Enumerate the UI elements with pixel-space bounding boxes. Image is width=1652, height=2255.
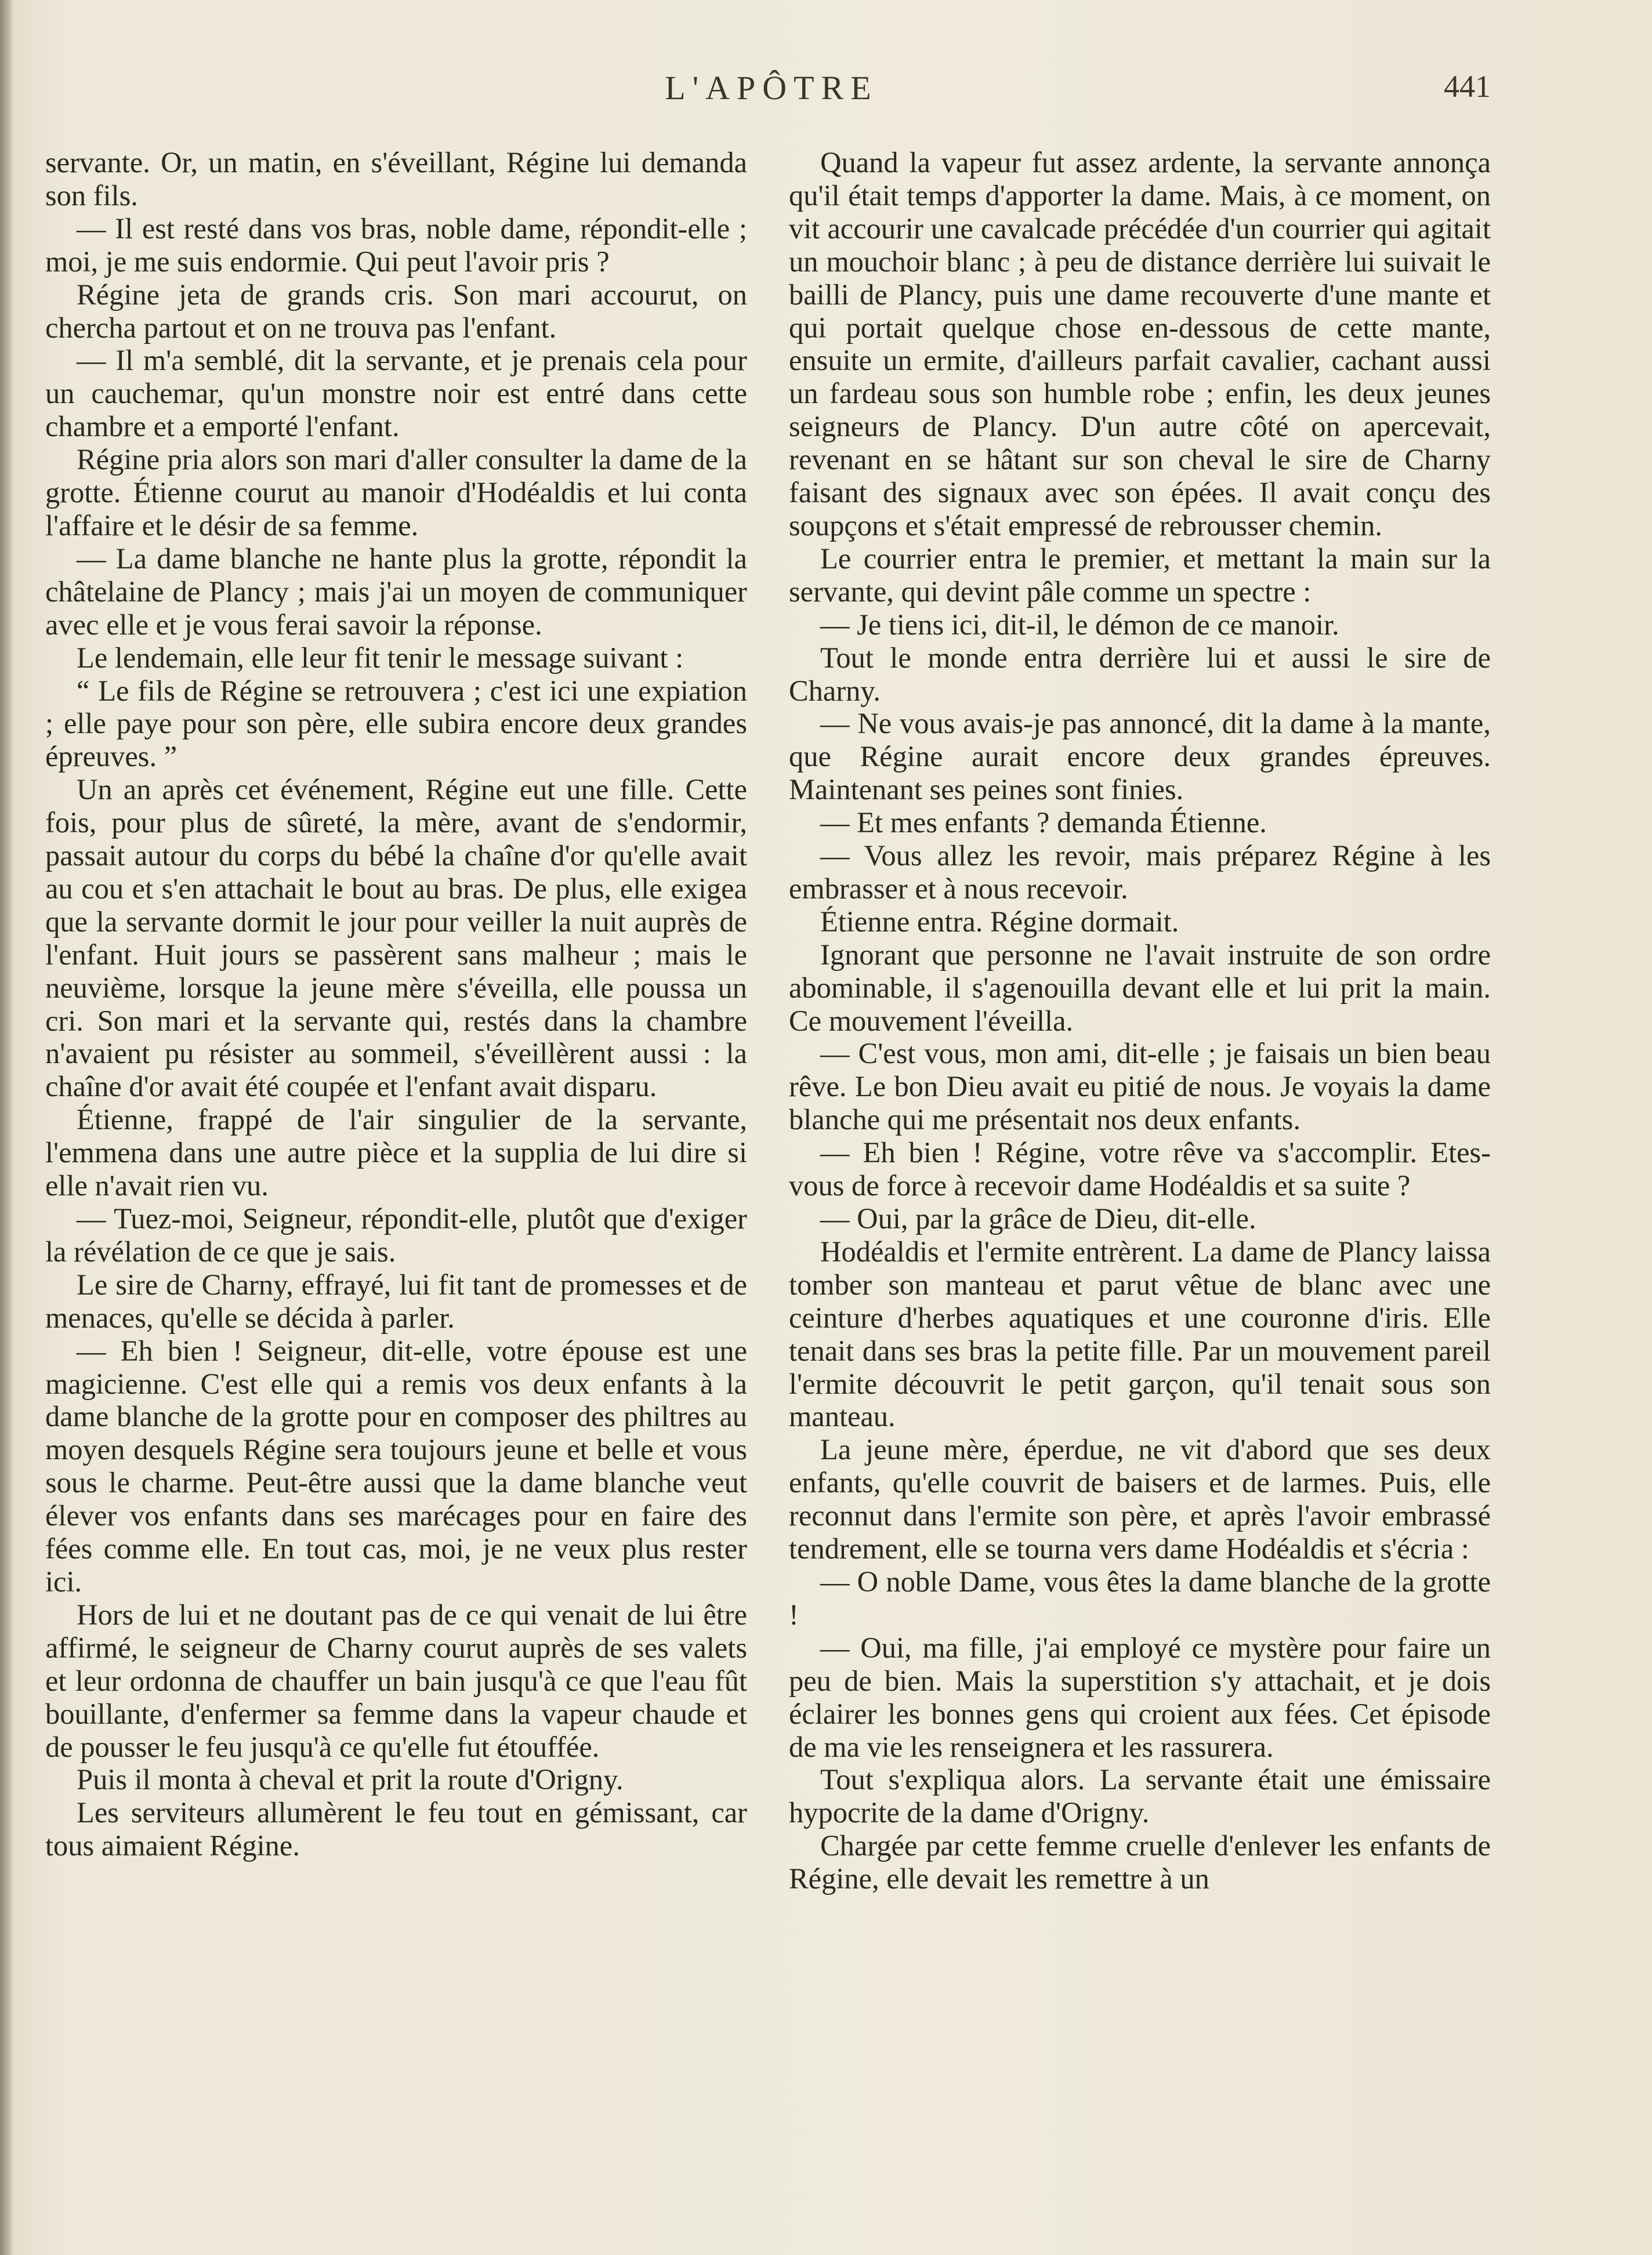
paragraph: Étienne, frappé de l'air singulier de la servante, l'emmena dans une autre pièce et la supplia de lui dire si elle n'avait rien vu. (45, 1103, 747, 1202)
paragraph: Chargée par cette femme cruelle d'enlever les enfants de Régine, elle devait les remettre à un (789, 1829, 1491, 1895)
running-title: L'APÔTRE (665, 69, 878, 107)
running-head (0, 68, 1652, 121)
paragraph: — Oui, par la grâce de Dieu, dit-elle. (820, 1202, 1256, 1235)
paragraph: Le sire de Charny, effrayé, lui fit tant de promesses et de menaces, qu'elle se décida à parler. (45, 1268, 747, 1334)
paragraph: Régine pria alors son mari d'aller consulter la dame de la grotte. Étienne courut au manoir d'Hodéaldis et lui conta l'affaire et le désir de sa femme. (45, 443, 747, 542)
paragraph: — Oui, ma fille, j'ai employé ce mystère pour faire un peu de bien. Mais la superstition s'y attachait, et je dois éclairer les bonnes gens qui croient aux fées. Cet épisode de ma vie les renseignera et les rassurera. (789, 1631, 1491, 1763)
paragraph: — Eh bien ! Régine, votre rêve va s'accomplir. Etes-vous de force à recevoir dame Hodéaldis et sa suite ? (789, 1136, 1491, 1202)
paragraph: — La dame blanche ne hante plus la grotte, répondit la châtelaine de Plancy ; mais j'ai un moyen de communiquer avec elle et je vous ferai savoir la réponse. (45, 542, 747, 641)
paragraph: — Eh bien ! Seigneur, dit-elle, votre épouse est une magicienne. C'est elle qui a remis vos deux enfants à la dame blanche de la grotte pour en composer des philtres au moyen desquels Régine sera toujours jeune et belle et vous sous le charme. Peut-être aussi que la dame blanche veut élever vos enfants dans ses marécages pour en faire des fées comme elle. En tout cas, moi, je ne veux plus rester ici. (45, 1334, 747, 1598)
paragraph: servante. Or, un matin, en s'éveillant, Régine lui demanda son fils. (45, 146, 747, 212)
paragraph: La jeune mère, éperdue, ne vit d'abord que ses deux enfants, qu'elle couvrit de baisers et de larmes. Puis, elle reconnut dans l'ermite son père, et après l'avoir embrassé tendrement, elle se tourna vers dame Hodéaldis et s'écria : (789, 1433, 1491, 1565)
paragraph: Le lendemain, elle leur fit tenir le message suivant : (77, 641, 684, 674)
paragraph: — Tuez-moi, Seigneur, répondit-elle, plutôt que d'exiger la révélation de ce que je sais. (45, 1202, 747, 1268)
paragraph: — Et mes enfants ? demanda Étienne. (820, 806, 1267, 839)
paragraph: Un an après cet événement, Régine eut une fille. Cette fois, pour plus de sûreté, la mère, avant de s'endormir, passait autour du corps du bébé la chaîne d'or qu'elle avait au cou et s'en attachait le bout au bras. De plus, elle exigea que la servante dormit le jour pour veiller la nuit auprès de l'enfant. Huit jours se passèrent sans malheur ; mais le neuvième, lorsque la jeune mère s'éveilla, elle poussa un cri. Son mari et la servante qui, restés dans la chambre n'avaient pu résister au sommeil, s'éveillèrent aussi : la chaîne d'or avait été coupée et l'enfant avait disparu. (45, 773, 747, 1103)
paragraph: Tout le monde entra derrière lui et aussi le sire de Charny. (789, 641, 1491, 707)
paragraph: — O noble Dame, vous êtes la dame blanche de la grotte ! (789, 1565, 1491, 1631)
quoted-message: “ Le fils de Régine se retrouvera ; c'est ici une expiation ; elle paye pour son père, elle subira encore deux grandes épreuves. ” (45, 674, 747, 773)
paragraph: — Je tiens ici, dit-il, le démon de ce manoir. (820, 608, 1339, 641)
paragraph: Hors de lui et ne doutant pas de ce qui venait de lui être affirmé, le seigneur de Charny courut auprès de ses valets et leur ordonna de chauffer un bain jusqu'à ce que l'eau fût bouillante, d'enfermer sa femme dans la vapeur chaude et de pousser le feu jusqu'à ce qu'elle fut étouffée. (45, 1598, 747, 1763)
paragraph: — Il m'a semblé, dit la servante, et je prenais cela pour un cauchemar, qu'un monstre noir est entré dans cette chambre et a emporté l'enfant. (45, 344, 747, 443)
paragraph: — Ne vous avais-je pas annoncé, dit la dame à la mante, que Régine aurait encore deux grandes épreuves. Maintenant ses peines sont finies. (789, 707, 1491, 806)
paragraph: Tout s'expliqua alors. La servante était une émissaire hypocrite de la dame d'Origny. (789, 1763, 1491, 1829)
right-column (789, 146, 1491, 1895)
book-binding-edge (0, 0, 13, 2255)
paragraph: — C'est vous, mon ami, dit-elle ; je faisais un bien beau rêve. Le bon Dieu avait eu pitié de nous. Je voyais la dame blanche qui me présentait nos deux enfants. (789, 1037, 1491, 1136)
left-column (45, 146, 747, 1862)
paragraph: Le courrier entra le premier, et mettant la main sur la servante, qui devint pâle comme un spectre : (789, 542, 1491, 608)
paragraph: Régine jeta de grands cris. Son mari accourut, on chercha partout et on ne trouva pas l'enfant. (45, 278, 747, 344)
paragraph: — Il est resté dans vos bras, noble dame, répondit-elle ; moi, je me suis endormie. Qui peut l'avoir pris ? (45, 212, 747, 278)
paragraph: Puis il monta à cheval et prit la route d'Origny. (77, 1763, 624, 1796)
paragraph: Hodéaldis et l'ermite entrèrent. La dame de Plancy laissa tomber son manteau et parut vêtue de blanc avec une ceinture d'herbes aquatiques et une couronne d'iris. Elle tenait dans ses bras la petite fille. Par un mouvement pareil l'ermite découvrit le petit garçon, qu'il tenait sous son manteau. (789, 1235, 1491, 1433)
paragraph: Étienne entra. Régine dormait. (820, 905, 1179, 938)
paragraph: Ignorant que personne ne l'avait instruite de son ordre abominable, il s'agenouilla devant elle et lui prit la main. Ce mouvement l'éveilla. (789, 938, 1491, 1037)
paragraph: Quand la vapeur fut assez ardente, la servante annonça qu'il était temps d'apporter la dame. Mais, à ce moment, on vit accourir une cavalcade précédée d'un courrier qui agitait un mouchoir blanc ; à peu de distance derrière lui suivait le bailli de Plancy, puis une dame recouverte d'une mante et qui portait quelque chose en-dessous de cette mante, ensuite un ermite, d'ailleurs parfait cavalier, cachant aussi un fardeau sous son humble robe ; enfin, les deux jeunes seigneurs de Plancy. D'un autre côté on apercevait, revenant en se hâtant sur son cheval le sire de Charny faisant des signaux avec son épées. Il avait conçu des soupçons et s'était empressé de rebrousser chemin. (789, 146, 1491, 542)
paragraph: Les serviteurs allumèrent le feu tout en gémissant, car tous aimaient Régine. (45, 1796, 747, 1862)
paragraph: — Vous allez les revoir, mais préparez Régine à les embrasser et à nous recevoir. (789, 839, 1491, 905)
page-number: 441 (1444, 69, 1491, 104)
